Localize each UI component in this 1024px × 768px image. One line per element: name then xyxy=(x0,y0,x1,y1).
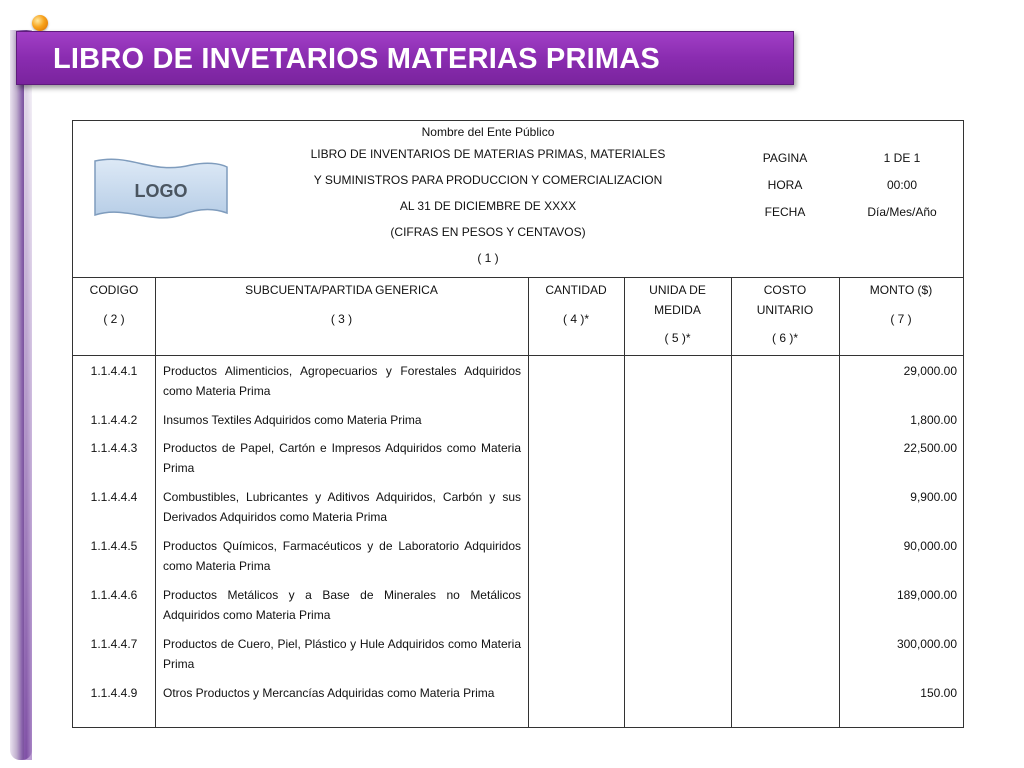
table-header xyxy=(73,277,963,356)
col-costo xyxy=(731,277,839,355)
table-row xyxy=(73,438,963,486)
row-code: 1.1.4.4.4 xyxy=(90,490,138,504)
header-line: (CIFRAS EN PESOS Y CENTAVOS) xyxy=(390,225,586,239)
slide-title-box xyxy=(16,31,794,85)
row-monto: 150.00 xyxy=(920,686,957,700)
row-monto: 90,000.00 xyxy=(903,539,957,553)
logo-flag-icon xyxy=(91,157,231,223)
row-monto: 300,000.00 xyxy=(896,637,957,651)
orb-bullet-icon xyxy=(32,15,48,31)
header-line: LIBRO DE INVENTARIOS DE MATERIAS PRIMAS, MATERIALES xyxy=(310,147,666,161)
row-description: Otros Productos y Mercancías Adquiridas como Materia Prima xyxy=(163,686,495,700)
col-header-label: COSTO xyxy=(763,283,807,297)
col-monto xyxy=(839,277,963,355)
row-description: Productos Metálicos y a Base de Minerales no Metálicos Adquiridos como Materia Prima xyxy=(163,588,521,622)
col-header-label: CANTIDAD xyxy=(545,283,607,297)
table-row xyxy=(73,683,963,731)
col-header-label: MEDIDA xyxy=(654,303,701,317)
table-row xyxy=(73,536,963,584)
row-code: 1.1.4.4.9 xyxy=(90,686,138,700)
row-description: Productos de Cuero, Piel, Plástico y Hule Adquiridos como Materia Prima xyxy=(163,637,521,671)
table-row xyxy=(73,361,963,409)
row-description: Productos Alimenticios, Agropecuarios y Forestales Adquiridos como Materia Prima xyxy=(163,364,521,398)
row-description: Insumos Textiles Adquiridos como Materia Prima xyxy=(163,413,422,427)
row-monto: 29,000.00 xyxy=(903,364,957,378)
header-title-block xyxy=(263,121,713,273)
header-line: AL 31 DE DICIEMBRE DE XXXX xyxy=(399,199,577,213)
row-monto: 189,000.00 xyxy=(896,588,957,602)
col-header-label: UNITARIO xyxy=(756,303,814,317)
col-header-label: MONTO ($) xyxy=(869,283,933,297)
logo-text: LOGO xyxy=(134,181,188,201)
row-monto: 9,900.00 xyxy=(910,490,957,504)
row-description: Productos de Papel, Cartón e Impresos Adquiridos como Materia Prima xyxy=(163,441,521,475)
left-decor-highlight xyxy=(24,80,32,760)
header-line: Nombre del Ente Público xyxy=(421,125,555,139)
row-code: 1.1.4.4.7 xyxy=(90,637,138,651)
meta-labels xyxy=(733,147,837,228)
meta-label-hora: HORA xyxy=(767,178,803,192)
row-description: Productos Químicos, Farmacéuticos y de Laboratorio Adquiridos como Materia Prima xyxy=(163,539,521,573)
row-description: Combustibles, Lubricantes y Aditivos Adquiridos, Carbón y sus Derivados Adquiridos como Materia Prima xyxy=(163,490,521,524)
row-monto: 1,800.00 xyxy=(910,413,957,427)
col-header-number: ( 6 )* xyxy=(771,331,798,345)
table-row xyxy=(73,487,963,535)
meta-label-pagina: PAGINA xyxy=(762,151,808,165)
col-header-number: ( 7 ) xyxy=(890,312,912,326)
meta-values xyxy=(843,147,961,228)
col-subcuenta xyxy=(155,277,528,355)
table-row xyxy=(73,410,963,438)
col-header-label: UNIDA DE xyxy=(649,283,706,297)
col-header-number: ( 3 ) xyxy=(330,312,353,326)
inventory-document xyxy=(72,120,964,728)
document-header xyxy=(73,121,963,278)
header-line: ( 1 ) xyxy=(477,251,499,265)
meta-value-hora: 00:00 xyxy=(886,178,918,192)
col-header-label: SUBCUENTA/PARTIDA GENERICA xyxy=(245,283,438,297)
col-unidad xyxy=(624,277,731,355)
col-header-number: ( 5 )* xyxy=(664,331,691,345)
col-header-label: CODIGO xyxy=(89,283,139,297)
col-header-number: ( 4 )* xyxy=(562,312,589,326)
table-row xyxy=(73,634,963,682)
col-cantidad xyxy=(528,277,624,355)
row-code: 1.1.4.4.1 xyxy=(90,364,138,378)
col-header-number: ( 2 ) xyxy=(103,312,125,326)
meta-value-fecha: Día/Mes/Año xyxy=(867,205,937,219)
row-monto: 22,500.00 xyxy=(903,441,957,455)
meta-label-fecha: FECHA xyxy=(764,205,806,219)
row-code: 1.1.4.4.6 xyxy=(90,588,138,602)
slide-title: LIBRO DE INVETARIOS MATERIAS PRIMAS xyxy=(53,43,660,75)
col-codigo xyxy=(73,277,155,355)
row-code: 1.1.4.4.3 xyxy=(90,441,138,455)
row-code: 1.1.4.4.5 xyxy=(90,539,138,553)
row-code: 1.1.4.4.2 xyxy=(90,413,138,427)
header-line: Y SUMINISTROS PARA PRODUCCION Y COMERCIALIZACION xyxy=(313,173,663,187)
meta-value-pagina: 1 DE 1 xyxy=(883,151,921,165)
table-row xyxy=(73,585,963,633)
